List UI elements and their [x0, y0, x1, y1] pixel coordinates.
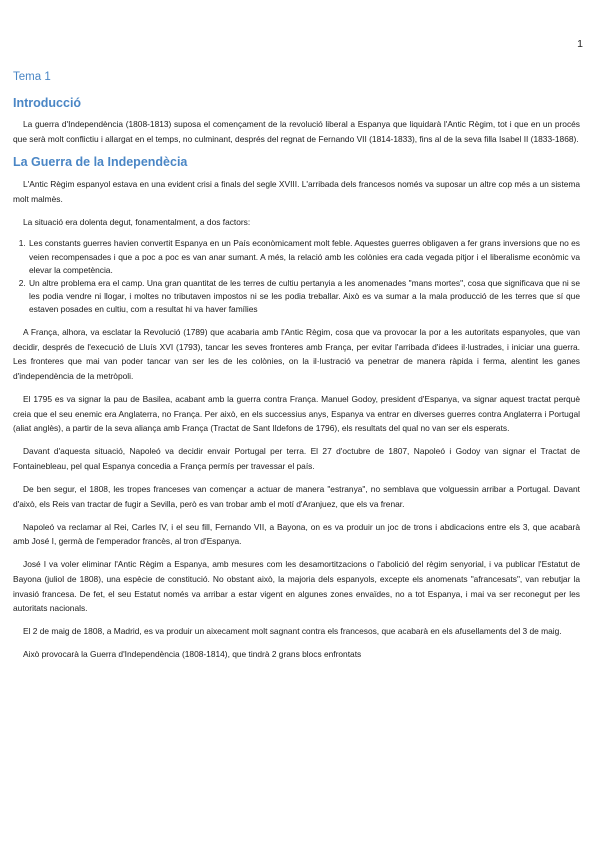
paragraph-2-de-maig: El 2 de maig de 1808, a Madrid, es va produir un aixecament molt sagnant contra els francesos, que acabarà en els afusellaments del 3 de maig. — [23, 626, 562, 637]
guerra-heading: La Guerra de la Independècia — [13, 155, 188, 170]
paragraph-1808: De ben segur, el 1808, les tropes franceses van començar a actuar de manera "estranya", no semblava que volguessin arribar a Portugal. Davant d'això, els Reis van tractar de fugir a Sevilla, però es van trobar amb el motí d'Aranjuez, que els va frenar. — [13, 484, 580, 509]
tema-heading: Tema 1 — [13, 71, 51, 83]
factors-list — [13, 237, 580, 316]
paragraph-guerra-independencia: Això provocarà la Guerra d'Independència (1808-1814), que tindrà 2 grans blocs enfrontats — [23, 649, 362, 660]
paragraph-jose-i: José I va voler eliminar l'Antic Règim a Espanya, amb mesures com les desamortitzacions o l'abolició del règim senyorial, i va publicar l'Estatut de Bayona (juliol de 1808), una espècie de constitució. No obstant això, la majoria dels espanyols, excepte els anomenats "afrancesats", van rebutjar la invasió francesa. De fet, el seu Estatut només va arribar a estar vigent en algunes zones envaïdes, no a tot Espanya, i mai va ser reconegut per les autoritats nacionals. — [13, 559, 580, 614]
paragraph-antic-regim: L'Antic Règim espanyol estava en una evident crisi a finals del segle XVIII. L'arribada dels francesos només va suposar un altre cop més a un sistema molt malmès. — [13, 179, 580, 204]
paragraph-franca: A França, alhora, va esclatar la Revolució (1789) que acabaria amb l'Antic Règim, cosa que va provocar la por a les autoritats espanyoles, que van decidir, després de l'execució de Lluís XVI (1793), tancar les seves fronteres amb França, per evitar l'arribada d'idees il·lustrades, i iniciar una guerra. Les fronteres que mai van poder tancar van ser les de les colònies, on la il·lustració va penetrar de manera ràpida i ferma, alentint les ganes d'independència de la metròpoli. — [13, 327, 580, 381]
document-body — [13, 70, 580, 662]
list-item: 2. Un altre problema era el camp. Una gran quantitat de les terres de cultiu pertanyia a les anomenades "mans mortes", cosa que significava que ni se les podia vendre ni llogar, i moltes no tributaven impostos ni se les podia treballar. Això es va sumar a la mala producció de les terres que sí que estaven posades en cultiu, com a resultat hi va haver famílies — [28, 277, 580, 317]
paragraph-situacio: La situació era dolenta degut, fonamentalment, a dos factors: — [23, 216, 251, 227]
list-item: 1. Les constants guerres havien convertit Espanya en un País econòmicament molt feble. Aquestes guerres obligaven a fer grans inversions que no es veien recompensades i que a poc a poc es van anar sumant. A més, la relació amb les colònies era cada vegada pitjor i el liberalisme econòmic va elevar la competència. — [28, 237, 580, 277]
paragraph-bayona: Napoleó va reclamar al Rei, Carles IV, i el seu fill, Fernando VII, a Bayona, on es va produir un joc de trons i abdicacions entre els 3, que acabarà amb José I, germà de l'emperador francès, al tron d'Espanya. — [13, 521, 580, 547]
paragraph-fontainebleau: Davant d'aquesta situació, Napoleó va decidir envair Portugal per terra. El 27 d'octubre de 1807, Napoleó i Godoy van signar el Tractat de Fontainebleau, pel qual Espanya concedia a França permís per travessar el país. — [13, 446, 580, 471]
paragraph-basilea: El 1795 es va signar la pau de Basilea, acabant amb la guerra contra França. Manuel Godoy, president d'Espanya, va signar aquest tractat perquè creia que el seu enemic era Anglaterra, no França. Per això, en els successius anys, Espanya va entrar en diverses guerres contra Anglaterra i Portugal (aliat anglès), a partir de la seva aliança amb França (Tractat de Sant Ildefons de 1796), els resultats del qual no van ser els esperats. — [13, 394, 580, 434]
introduccio-heading: Introducció — [13, 96, 82, 110]
introduccio-paragraph: La guerra d'Independència (1808-1813) suposa el començament de la revolució liberal a Espanya que liquidarà l'Antic Règim, tot i que en un procés que serà molt conflictiu i allargat en el temps, no culminant, després del regnat de Fernando VII (1814-1833), fins al de la seva filla Isabel II (1833-1868). — [13, 119, 580, 144]
page-number: 1 — [577, 38, 583, 50]
